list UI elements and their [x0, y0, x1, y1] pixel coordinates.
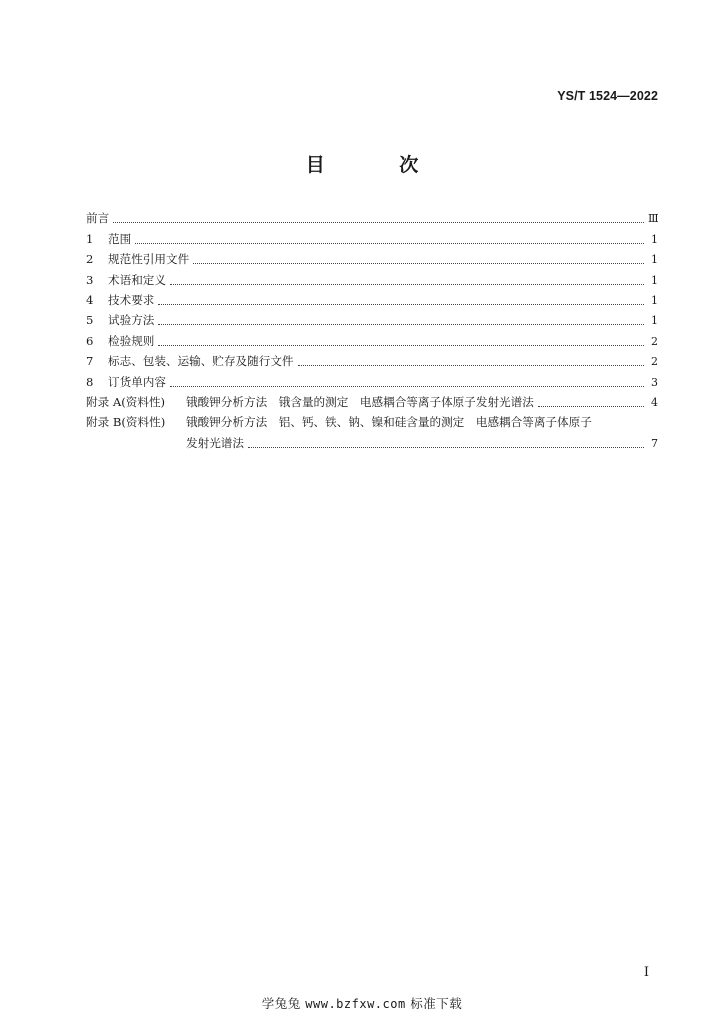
toc-label: 订货单内容 — [108, 374, 166, 389]
toc-page: 1 — [651, 293, 658, 307]
toc-entry-3[interactable] — [86, 267, 658, 287]
toc-leader — [193, 263, 644, 264]
toc-label: 标志、包装、运输、贮存及随行文件 — [108, 354, 294, 369]
standard-code: YS/T 1524—2022 — [557, 89, 658, 103]
page-title: 目 次 — [305, 154, 453, 176]
toc-number: 5 — [86, 313, 94, 328]
toc-leader — [248, 447, 644, 448]
footer-url[interactable]: www.bzfxw.com — [305, 997, 406, 1011]
toc-entry-5[interactable] — [86, 308, 658, 328]
toc-leader — [158, 304, 644, 305]
toc-page: 1 — [651, 314, 658, 328]
toc-page: 1 — [651, 232, 658, 246]
toc-leader — [170, 386, 644, 387]
toc-label: 锇酸钾分析方法 铝、钙、铁、钠、镍和硅含量的测定 电感耦合等离子体原子 — [186, 415, 592, 430]
toc-page: 2 — [651, 355, 658, 369]
toc-page: 1 — [651, 253, 658, 267]
toc-entry-8[interactable] — [86, 369, 658, 389]
footer-tagline: 标准下载 — [410, 996, 463, 1011]
toc-leader — [158, 345, 644, 346]
toc-number: 3 — [86, 272, 94, 287]
toc-leader — [113, 222, 644, 223]
toc-entry-appendix-b[interactable] — [86, 410, 658, 430]
footer-watermark — [0, 994, 724, 1012]
toc-page: 1 — [651, 273, 658, 287]
page-number: I — [643, 965, 649, 980]
toc-entry-1[interactable] — [86, 226, 658, 246]
toc-label: 技术要求 — [108, 292, 155, 307]
toc-number: 8 — [86, 374, 94, 389]
toc-entry-2[interactable] — [86, 247, 658, 267]
toc-number: 4 — [86, 292, 94, 307]
toc-leader — [135, 243, 644, 244]
toc-entry-6[interactable] — [86, 328, 658, 348]
toc-page: 2 — [651, 334, 658, 348]
toc-page: 4 — [651, 395, 658, 409]
toc-leader — [158, 324, 644, 325]
toc-leader — [170, 284, 644, 285]
toc-leader — [298, 365, 644, 366]
toc-label: 范围 — [108, 231, 132, 246]
toc-entry-7[interactable] — [86, 349, 658, 369]
toc-label: 术语和定义 — [108, 272, 166, 287]
toc-label: 前言 — [86, 211, 110, 226]
toc-entry-appendix-a[interactable] — [86, 390, 658, 410]
toc-number: 6 — [86, 333, 94, 348]
toc-page: 3 — [651, 375, 658, 389]
toc-entry-4[interactable] — [86, 288, 658, 308]
appendix-prefix: 附录 A(资料性) — [86, 394, 166, 409]
toc-label: 锇酸钾分析方法 锇含量的测定 电感耦合等离子体原子发射光谱法 — [186, 394, 534, 409]
toc-label: 规范性引用文件 — [108, 252, 190, 267]
appendix-prefix: 附录 B(资料性) — [86, 415, 166, 430]
toc-label-continued: 发射光谱法 — [186, 435, 244, 450]
toc-label: 检验规则 — [108, 333, 155, 348]
toc-number: 7 — [86, 354, 94, 369]
toc-leader — [538, 406, 644, 407]
footer-site-name: 学兔兔 — [261, 996, 301, 1011]
table-of-contents — [86, 206, 658, 451]
toc-entry-appendix-b-cont[interactable] — [86, 430, 658, 450]
toc-entry-foreword[interactable] — [86, 206, 658, 226]
toc-page: Ⅲ — [648, 212, 659, 226]
toc-number: 2 — [86, 252, 94, 267]
toc-number: 1 — [86, 231, 94, 246]
toc-page: 7 — [651, 436, 658, 450]
toc-label: 试验方法 — [108, 313, 155, 328]
